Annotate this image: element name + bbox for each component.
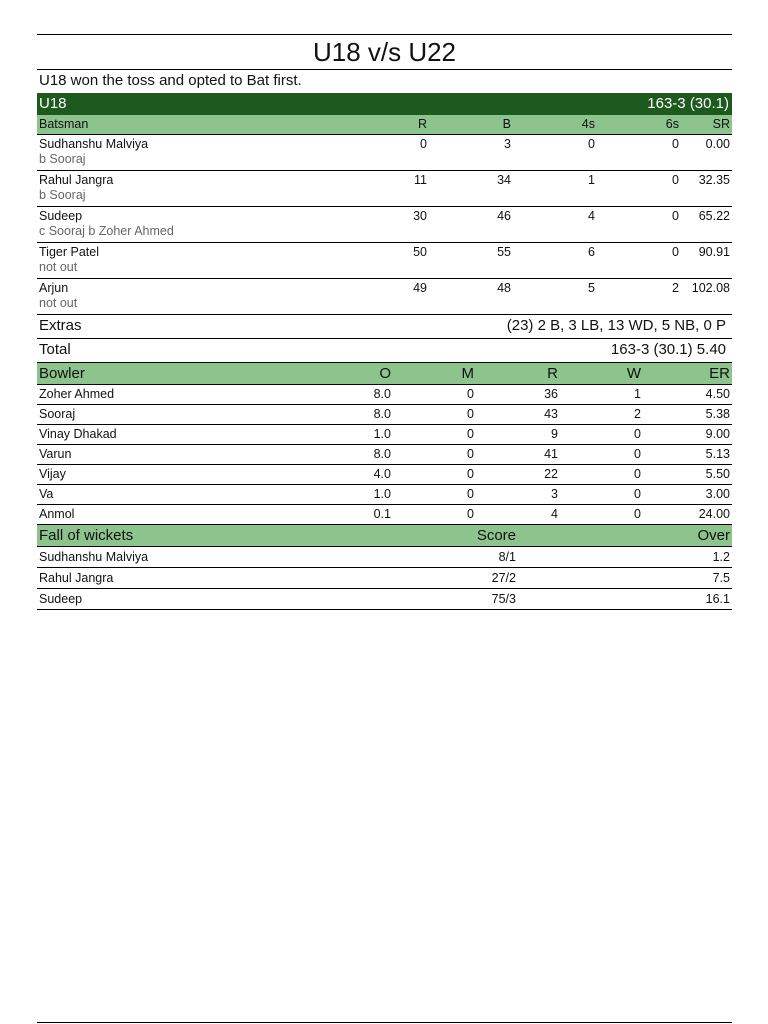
balls: 34: [497, 173, 511, 187]
innings-header: [37, 93, 732, 115]
table-row: [37, 505, 732, 525]
bowler-name: Zoher Ahmed: [39, 387, 115, 401]
strike-rate: 90.91: [698, 245, 730, 259]
economy: 9.00: [705, 427, 730, 441]
economy: 5.13: [705, 447, 730, 461]
total-value: 163-3 (30.1) 5.40: [610, 341, 726, 358]
runs-conceded: 4: [551, 507, 558, 521]
balls: 55: [497, 245, 511, 259]
overs: 0.1: [373, 507, 391, 521]
maidens: 0: [467, 427, 474, 441]
fow-score: 27/2: [491, 571, 516, 585]
table-row: [37, 425, 732, 445]
wickets: 0: [634, 507, 641, 521]
economy: 5.50: [705, 467, 730, 481]
fow-score: 8/1: [498, 550, 516, 564]
fours: 0: [588, 137, 595, 151]
extras-value: (23) 2 B, 3 LB, 13 WD, 5 NB, 0 P: [506, 317, 726, 334]
strike-rate: 102.08: [691, 281, 730, 295]
col-wickets: W: [626, 365, 641, 382]
batsman-name: Sudhanshu Malviya: [39, 137, 149, 151]
runs-conceded: 3: [551, 487, 558, 501]
innings-score: 163-3 (30.1): [647, 95, 729, 112]
table-row: [37, 171, 732, 207]
batsman-name: Rahul Jangra: [39, 173, 114, 187]
runs: 49: [413, 281, 427, 295]
extras-row: [37, 315, 732, 339]
maidens: 0: [467, 467, 474, 481]
sixes: 0: [672, 245, 679, 259]
bowler-name: Va: [39, 487, 54, 501]
bottom-divider: [37, 1022, 732, 1023]
col-sixes: 6s: [665, 117, 679, 131]
table-row: [37, 385, 732, 405]
runs-conceded: 36: [544, 387, 558, 401]
runs-conceded: 22: [544, 467, 558, 481]
col-runs: R: [417, 117, 427, 131]
fow-batsman: Sudhanshu Malviya: [39, 550, 149, 564]
runs-conceded: 41: [544, 447, 558, 461]
col-fow: Fall of wickets: [39, 527, 134, 544]
total-label: Total: [39, 341, 71, 358]
table-row: [37, 445, 732, 465]
batting-rows: [37, 135, 732, 315]
bowler-name: Anmol: [39, 507, 75, 521]
col-fours: 4s: [581, 117, 595, 131]
fow-batsman: Sudeep: [39, 592, 83, 606]
table-row: [37, 485, 732, 505]
fow-over: 16.1: [705, 592, 730, 606]
wickets: 0: [634, 427, 641, 441]
dismissal: not out: [39, 260, 78, 274]
scorecard: [37, 34, 732, 610]
balls: 46: [497, 209, 511, 223]
runs: 30: [413, 209, 427, 223]
dismissal: not out: [39, 296, 78, 310]
table-row: [37, 589, 732, 610]
fow-score: 75/3: [491, 592, 516, 606]
fours: 5: [588, 281, 595, 295]
strike-rate: 32.35: [698, 173, 730, 187]
col-strike-rate: SR: [712, 117, 730, 131]
runs-conceded: 43: [544, 407, 558, 421]
fow-rows: [37, 547, 732, 610]
economy: 24.00: [698, 507, 730, 521]
col-batsman: Batsman: [39, 117, 89, 131]
runs: 11: [414, 173, 427, 187]
batsman-name: Arjun: [39, 281, 69, 295]
col-score: Score: [476, 527, 516, 544]
col-bowler: Bowler: [39, 365, 85, 382]
batsman-cell: [37, 171, 347, 206]
bowler-name: Varun: [39, 447, 72, 461]
team-name: U18: [39, 95, 67, 112]
overs: 1.0: [373, 427, 391, 441]
batsman-cell: [37, 207, 347, 242]
batting-header: [37, 115, 732, 135]
table-row: [37, 465, 732, 485]
balls: 48: [497, 281, 511, 295]
wickets: 0: [634, 467, 641, 481]
wickets: 2: [634, 407, 641, 421]
maidens: 0: [467, 507, 474, 521]
col-maidens: M: [461, 365, 474, 382]
dismissal: b Sooraj: [39, 188, 86, 202]
dismissal: b Sooraj: [39, 152, 86, 166]
bowler-name: Sooraj: [39, 407, 76, 421]
table-row: [37, 279, 732, 315]
batsman-name: Tiger Patel: [39, 245, 99, 259]
batsman-name: Sudeep: [39, 209, 83, 223]
fours: 4: [588, 209, 595, 223]
col-overs: O: [379, 365, 391, 382]
fours: 1: [588, 173, 595, 187]
maidens: 0: [467, 407, 474, 421]
overs: 8.0: [373, 447, 391, 461]
runs-conceded: 9: [551, 427, 558, 441]
wickets: 1: [634, 387, 641, 401]
maidens: 0: [467, 387, 474, 401]
match-title: U18 v/s U22: [37, 35, 732, 70]
fow-over: 1.2: [712, 550, 730, 564]
col-over: Over: [697, 527, 730, 544]
overs: 4.0: [373, 467, 391, 481]
col-economy: ER: [709, 365, 730, 382]
overs: 8.0: [373, 387, 391, 401]
extras-label: Extras: [39, 317, 82, 334]
col-runs-conceded: R: [547, 365, 558, 382]
bowling-rows: [37, 385, 732, 525]
bowling-header: [37, 363, 732, 385]
batsman-cell: [37, 279, 347, 314]
table-row: [37, 547, 732, 568]
bowler-name: Vijay: [39, 467, 66, 481]
sixes: 2: [672, 281, 679, 295]
overs: 8.0: [373, 407, 391, 421]
runs: 50: [413, 245, 427, 259]
sixes: 0: [672, 209, 679, 223]
sixes: 0: [672, 173, 679, 187]
batsman-cell: [37, 243, 347, 278]
maidens: 0: [467, 487, 474, 501]
maidens: 0: [467, 447, 474, 461]
runs: 0: [420, 137, 427, 151]
wickets: 0: [634, 447, 641, 461]
strike-rate: 65.22: [698, 209, 730, 223]
economy: 3.00: [705, 487, 730, 501]
strike-rate: 0.00: [705, 137, 730, 151]
toss-info: U18 won the toss and opted to Bat first.: [39, 72, 302, 89]
overs: 1.0: [373, 487, 391, 501]
balls: 3: [504, 137, 511, 151]
wickets: 0: [634, 487, 641, 501]
dismissal: c Sooraj b Zoher Ahmed: [39, 224, 174, 238]
table-row: [37, 207, 732, 243]
economy: 5.38: [705, 407, 730, 421]
fours: 6: [588, 245, 595, 259]
col-balls: B: [502, 117, 511, 131]
fow-header: [37, 525, 732, 547]
economy: 4.50: [705, 387, 730, 401]
sixes: 0: [672, 137, 679, 151]
table-row: [37, 405, 732, 425]
fow-over: 7.5: [712, 571, 730, 585]
bowler-name: Vinay Dhakad: [39, 427, 117, 441]
table-row: [37, 568, 732, 589]
table-row: [37, 243, 732, 279]
table-row: [37, 135, 732, 171]
total-row: [37, 339, 732, 363]
batsman-cell: [37, 135, 347, 170]
fow-batsman: Rahul Jangra: [39, 571, 114, 585]
